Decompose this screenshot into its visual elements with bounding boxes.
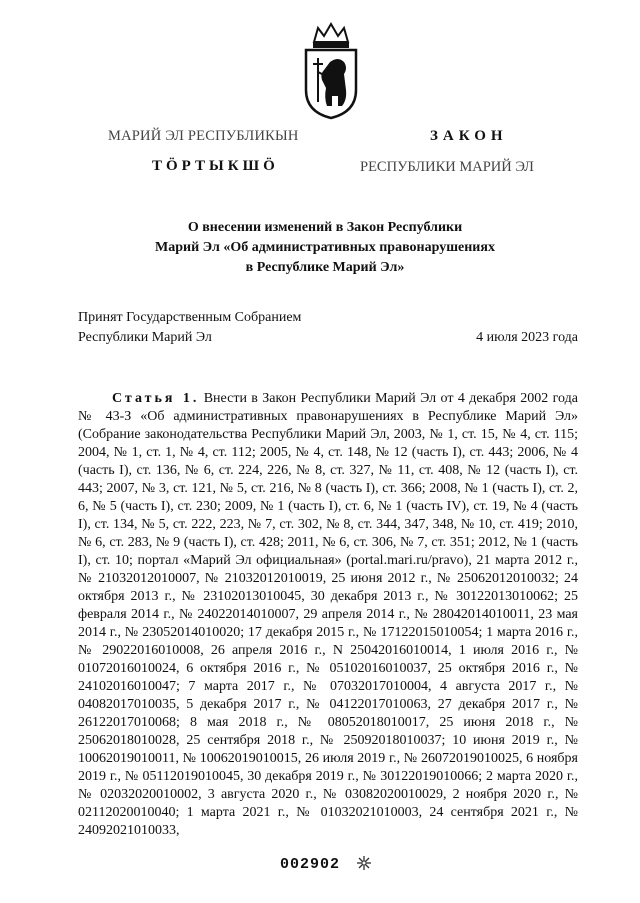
- title-line-2: Марий Эл «Об административных правонарушениях: [155, 240, 495, 255]
- title-line-3: в Республике Марий Эл»: [245, 260, 405, 275]
- header-right-top: ЗАКОН: [430, 128, 508, 144]
- asterisk-stamp-icon: [356, 855, 372, 871]
- adoption-date: 4 июля 2023 года: [476, 330, 578, 345]
- adoption-line-1: Принят Государственным Собранием: [78, 310, 302, 325]
- coat-of-arms-icon: [300, 20, 362, 120]
- adoption-line-2: Республики Марий Эл: [78, 330, 212, 345]
- document-title: [60, 218, 590, 278]
- header-left-bottom: ТӦРТЫКШӦ: [152, 158, 279, 174]
- article-text: Внести в Закон Республики Марий Эл от 4 декабря 2002 года № 43-З «Об административных правонарушениях в Республике Марий Эл» (Собрание законодательства Республики Марий Эл, 2003, № 1, ст. 15, № 4, ст. 115; 2004, № 1, ст. 1, № 4, ст. 112; 2005, № 4, ст. 148, № 12 (часть I), ст. 443; 2006, № 4 (часть I), ст. 136, № 6, ст. 224, 226, № 8, ст. 327, № 11, ст. 408, № 12 (часть I), ст. 443; 2007, № 3, ст. 121, № 5, ст. 216, № 8 (часть I), ст. 366; 2008, № 1 (часть I), ст. 2, 6, № 5 (часть I), ст. 230; 2009, № 1 (часть I), ст. 6, № 1 (часть IV), ст. 19, № 4 (часть I), ст. 134, № 5, ст. 222, 223, № 7, ст. 302, № 8, ст. 344, 347, 348, № 10, ст. 419; 2010, № 6, ст. 283, № 9 (часть I), ст. 428; 2011, № 6, ст. 306, № 7, ст. 351; 2012, № 1 (часть I), ст. 10; портал «Марий Эл официальная» (portal.mari.ru/pravo), 21 марта 2012 г., № 21032012010007, № 21032012010019, 25 июня 2012 г., № 25062012010032; 24 октября 2013 г., № 23102013010045, 30 декабря 2013 г., № 30122013010062; 25 февраля 2014 г., № 24022014010007, 29 апреля 2014 г., № 28042014010011, 23 мая 2014 г., № 23052014010020; 17 декабря 2015 г., № 17122015010054; 1 марта 2016 г., № 29022016010008, 26 апреля 2016 г., N 25042016010014, 1 июля 2016 г., № 01072016010024, 6 октября 2016 г., № 05102016010037, 25 октября 2016 г., № 24102016010047; 7 марта 2017 г., № 07032017010004, 4 августа 2017 г., № 04082017010035, 5 декабря 2017 г., № 04122017010063, 27 декабря 2017 г., № 26122017010068; 8 мая 2018 г., № 08052018010017, 25 июня 2018 г., № 25062018010028, 25 сентября 2018 г., № 25092018010037; 10 июня 2019 г., № 10062019010011, № 10062019010015, 26 июля 2019 г., № 26072019010025, 6 ноября 2019 г., № 05112019010045, 30 декабря 2019 г., № 30122019010066; 2 марта 2020 г., № 02032020010002, 3 августа 2020 г., № 03082020010029, 2 ноября 2020 г., № 02112020010040; 1 марта 2021 г., № 01032021010003, 24 сентября 2021 г., № 24092021010033,: [78, 391, 578, 838]
- title-line-1: О внесении изменений в Закон Республики: [187, 220, 463, 235]
- header-left-top: МАРИЙ ЭЛ РЕСПУБЛИКЫН: [108, 128, 299, 144]
- article-label: Статья 1.: [112, 391, 200, 406]
- article-1: [78, 390, 578, 840]
- document-number: 002902: [280, 856, 341, 873]
- adoption-block: [78, 308, 578, 348]
- header-right-bottom: РЕСПУБЛИКИ МАРИЙ ЭЛ: [360, 159, 534, 175]
